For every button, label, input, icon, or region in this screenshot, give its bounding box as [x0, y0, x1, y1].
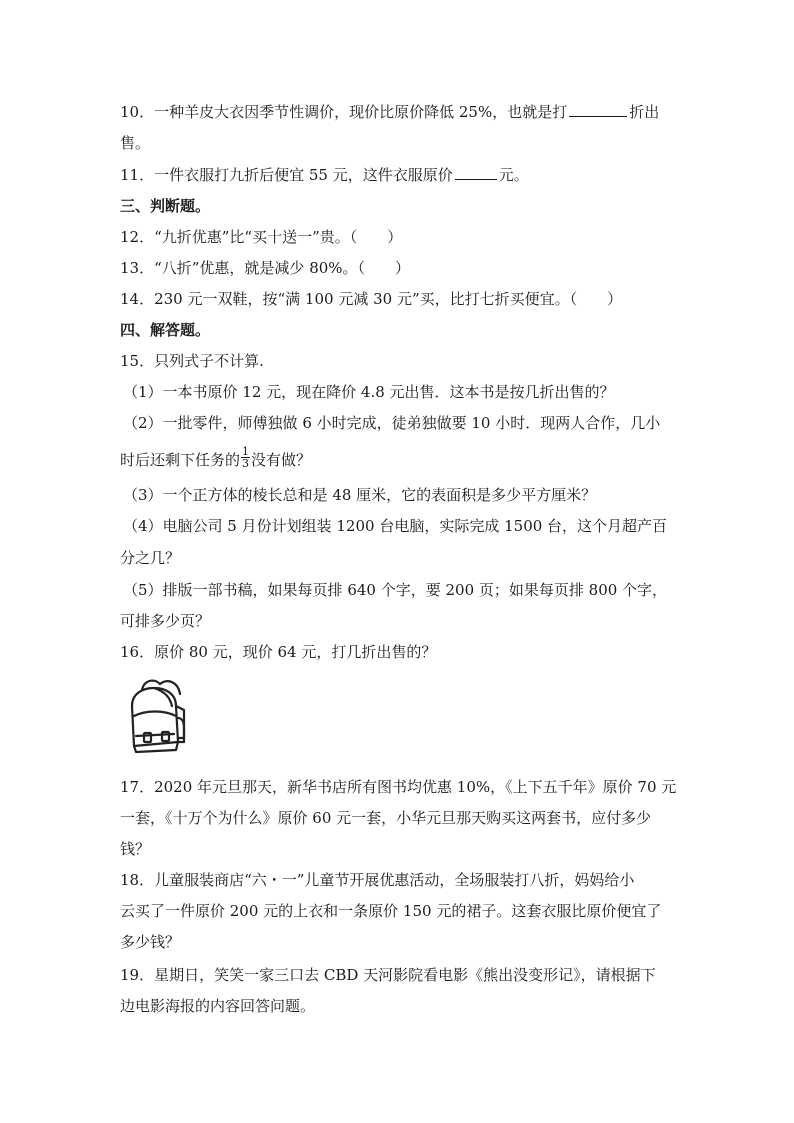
answer-blank-11[interactable] — [455, 165, 497, 180]
question-18-cont: 云买了一件原价 200 元的上衣和一条原价 150 元的裙子。这套衣服比原价便宜了 — [120, 902, 662, 920]
question-19-cont: 边电影海报的内容回答问题。 — [120, 997, 316, 1015]
backpack-icon — [122, 676, 188, 756]
question-16: 16．原价 80 元，现价 64 元，打几折出售的？ — [120, 643, 437, 661]
fraction-one-third: $\frac{1}{3}$ — [242, 444, 250, 470]
question-18-cont-2: 多少钱？ — [120, 933, 181, 951]
question-18: 18．儿童服装商店“六・一”儿童节开展优惠活动，全场服装打八折，妈妈给小 — [120, 871, 635, 889]
question-15-part-4: （4）电脑公司 5 月份计划组装 1200 台电脑，实际完成 1500 台，这个月超产百 — [123, 517, 668, 535]
question-17-cont-2: 钱？ — [120, 840, 151, 858]
section-heading-solutions: 四、解答题。 — [120, 321, 211, 339]
question-15-part-5-cont: 可排多少页？ — [120, 612, 211, 630]
question-12: 12．“九折优惠”比“买十送一”贵。（ ） — [120, 228, 403, 246]
question-15-part-5: （5）排版一部书稿，如果每页排 640 个字，要 200 页；如果每页排 800 个字， — [123, 581, 668, 599]
section-heading-judgement: 三、判断题。 — [120, 197, 211, 215]
question-17: 17．2020 年元旦那天，新华书店所有图书均优惠 10%，《上下五千年》原价 70 元 — [120, 778, 677, 796]
question-10-cont: 售。 — [120, 134, 151, 152]
question-19: 19．星期日，笑笑一家三口去 CBD 天河影院看电影《熊出没变形记》，请根据下 — [120, 966, 656, 984]
question-15-title: 15．只列式子不计算. — [120, 352, 264, 370]
question-15-part-2: （2）一批零件，师傅独做 6 小时完成，徒弟独做要 10 小时．现两人合作，几小 — [123, 414, 661, 432]
question-10: 10．一种羊皮大衣因季节性调价，现价比原价降低 25%，也就是打 折出 — [120, 103, 660, 121]
question-13: 13．“八折”优惠，就是减少 80%。（ ） — [120, 259, 411, 277]
question-15-part-2-cont: 时后还剩下任务的 $\frac{1}{3}$ 没有做？ — [120, 444, 312, 470]
question-15-part-4-cont: 分之几？ — [120, 549, 181, 567]
question-15-part-1: （1）一本书原价 12 元，现在降价 4.8 元出售．这本书是按几折出售的？ — [123, 383, 615, 401]
question-11: 11．一件衣服打九折后便宜 55 元，这件衣服原价 元。 — [120, 166, 529, 184]
question-15-part-3: （3）一个正方体的棱长总和是 48 厘米，它的表面积是多少平方厘米？ — [123, 486, 597, 504]
question-17-cont: 一套，《十万个为什么》原价 60 元一套，小华元旦那天购买这两套书，应付多少 — [120, 809, 652, 827]
question-14: 14．230 元一双鞋，按“满 100 元减 30 元”买，比打七折买便宜。（ ） — [120, 290, 623, 308]
answer-blank-10[interactable] — [569, 102, 627, 117]
